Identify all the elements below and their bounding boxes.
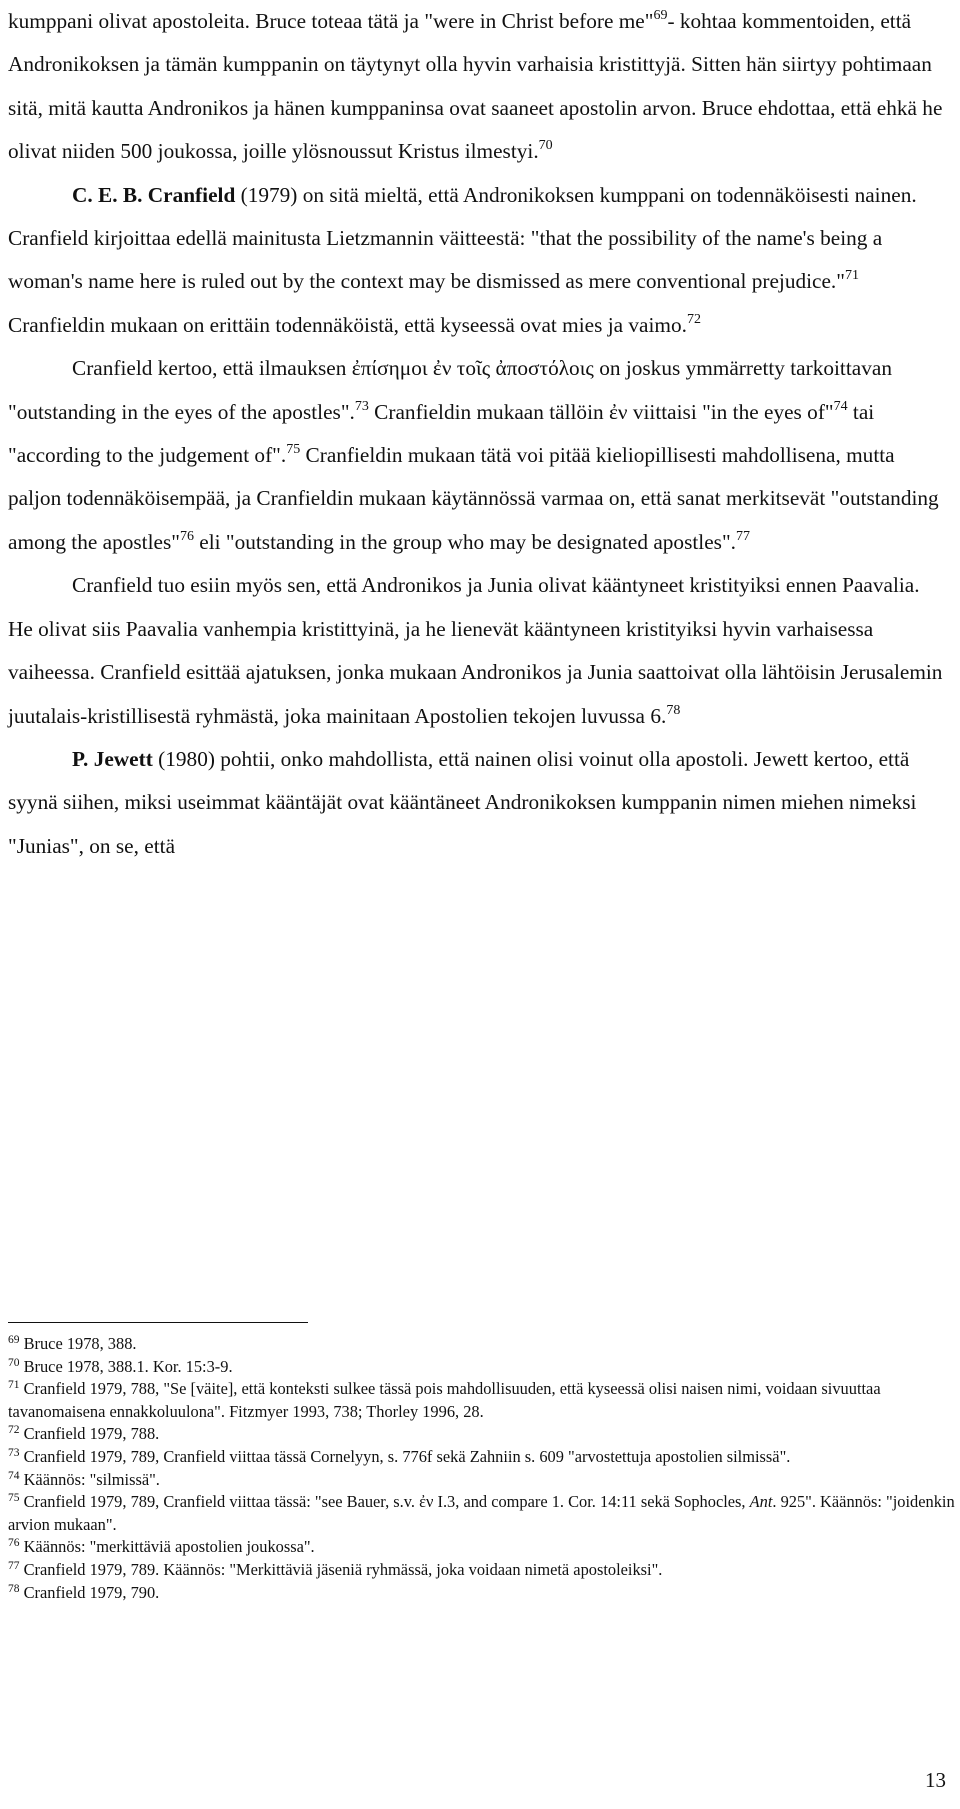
text-run: Cranfield 1979, 789. Käännös: "Merkittäviä jäseniä ryhmässä, joka voidaan nimetä apostoleiksi".: [19, 1559, 663, 1579]
footnote-number: 76: [8, 1537, 20, 1550]
text-run: Käännös: "merkittäviä apostolien joukossa".: [19, 1537, 315, 1557]
footnote: [8, 1333, 956, 1356]
footnote-ref: 78: [666, 702, 681, 718]
footnote-ref: 76: [179, 528, 194, 544]
footnote-number: 72: [8, 1424, 20, 1437]
paragraph: [8, 564, 944, 738]
footnote-ref: 71: [844, 268, 859, 284]
paragraph: [8, 174, 944, 348]
text-run: kumppani olivat apostoleita. Bruce toteaa tätä ja "were in Christ before me": [8, 9, 654, 33]
footnote-number: 71: [8, 1379, 20, 1392]
footnote: [8, 1582, 956, 1605]
text-run: Cranfieldin mukaan tätä voi pitää kieliopillisesti mahdollisena, mutta paljon todennäköisempää, ja Cranfieldin mukaan käytännössä varmaa on, että sanat merkitsevät "outstanding among the apostles": [8, 443, 939, 554]
text-run: Cranfield 1979, 788, "Se [väite], että konteksti sulkee tässä pois mahdollisuuden, että kyseessä olisi naisen nimi, voidaan sivuuttaa tavanomaisena ennakkoluulona". Fitzmyer 1993, 738; Thorley 1996, 28.: [8, 1379, 881, 1421]
text-run: Bruce 1978, 388.: [19, 1334, 137, 1353]
main-text: [8, 0, 944, 868]
footnote-number: 73: [8, 1446, 20, 1459]
text-run: (1979) on sitä mieltä, että Andronikoksen kumppani on todennäköisesti nainen. Cranfield kirjoittaa edellä mainitusta Lietzmannin väitteestä: "that the possibility of the name's being a woman's name here is ruled out by the context may be dismissed as mere conventional prejudice.": [8, 182, 917, 294]
footnote-number: 70: [8, 1356, 20, 1369]
footnote-number: 69: [8, 1334, 20, 1346]
text-run: Cranfieldin mukaan tällöin ἐν viittaisi "in the eyes of": [368, 399, 834, 424]
footnote-ref: 70: [538, 138, 553, 154]
footnote: [8, 1536, 956, 1559]
footnote: [8, 1423, 956, 1446]
text-run: eli "outstanding in the group who may be designated apostles".: [193, 529, 736, 554]
paragraph: [8, 347, 944, 564]
text-run: (1980) pohtii, onko mahdollista, että nainen olisi voinut olla apostoli. Jewett kertoo, että syynä siihen, miksi useimmat kääntäjät ovat kääntäneet Andronikoksen kumppanin nimen miehen nimeksi "Junias", on se, että: [8, 746, 917, 858]
footnote-ref: 72: [686, 311, 701, 327]
text-run: Cranfield 1979, 789, Cranfield viittaa tässä Cornelyyn, s. 776f sekä Zahniin s. 609 "arvostettuja apostolien silmissä".: [19, 1446, 791, 1466]
footnote: [8, 1356, 956, 1379]
footnote-ref: 77: [735, 528, 750, 544]
footnote: [8, 1446, 956, 1469]
footnote-number: 77: [8, 1559, 20, 1572]
footnote: [8, 1491, 956, 1536]
text-run: Cranfield 1979, 789, Cranfield viittaa tässä: "see Bauer, s.v. ἐν I.3, and compare 1. Cor. 14:11 sekä Sophocles,: [19, 1492, 750, 1512]
footnote-ref: 74: [833, 398, 848, 414]
text-run: Cranfield kertoo, että ilmauksen ἐπίσημοι ἐν τοῖς ἀποστόλοις on joskus ymmärretty tarkoittavan "outstanding in the eyes of the apostles".: [8, 356, 892, 424]
footnote: [8, 1559, 956, 1582]
text-run: - kohtaa kommentoiden, että Andronikoksen ja tämän kumppanin on täytynyt olla hyvin varhaisia kristittyjä. Sitten hän siirtyy pohtimaan sitä, mitä kautta Andronikos ja hänen kumppaninsa ovat saaneet apostolin arvon. Bruce ehdottaa, että ehkä he olivat niiden 500 joukossa, joille ylösnoussut Kristus ilmestyi.: [8, 9, 943, 164]
footnote-separator: [8, 1322, 308, 1323]
text-run: Cranfield tuo esiin myös sen, että Andronikos ja Junia olivat kääntyneet kristityiksi ennen Paavalia. He olivat siis Paavalia vanhempia kristittyinä, ja he lienevät kääntyneen kristityiksi hyvin varhaisessa vaiheessa. Cranfield esittää ajatuksen, jonka mukaan Andronikos ja Junia saattoivat olla lähtöisin Jerusalemin juutalais-kristillisestä ryhmästä, joka mainitaan Apostolien tekojen luvussa 6.: [8, 573, 943, 728]
text-run: Käännös: "silmissä".: [19, 1469, 160, 1489]
text-run: Bruce 1978, 388.1. Kor. 15:3-9.: [19, 1356, 233, 1376]
author-name: P. Jewett: [72, 746, 153, 771]
footnote: [8, 1469, 956, 1492]
footnote-number: 75: [8, 1492, 20, 1505]
text-run: tai "according to the judgement of".: [8, 399, 875, 468]
text-run: Cranfield 1979, 788.: [19, 1424, 160, 1444]
footnote-ref: 75: [286, 442, 301, 458]
text-run: . 925". Käännös: "joidenkin arvion mukaan".: [8, 1492, 955, 1534]
italic-title: Ant: [749, 1492, 773, 1512]
footnote-number: 78: [8, 1582, 20, 1595]
footnote-ref: 73: [354, 398, 369, 414]
page-number: 13: [925, 1768, 946, 1792]
footnotes: [8, 1333, 956, 1604]
footnote: [8, 1378, 956, 1423]
footnote-ref: 69: [653, 8, 668, 23]
text-run: Cranfieldin mukaan on erittäin todennäköistä, että kyseessä ovat mies ja vaimo.: [8, 312, 687, 337]
paragraph: [8, 738, 944, 868]
text-run: Cranfield 1979, 790.: [19, 1582, 160, 1602]
author-name: C. E. B. Cranfield: [72, 182, 236, 207]
footnote-number: 74: [8, 1469, 20, 1482]
paragraph: [8, 0, 944, 174]
